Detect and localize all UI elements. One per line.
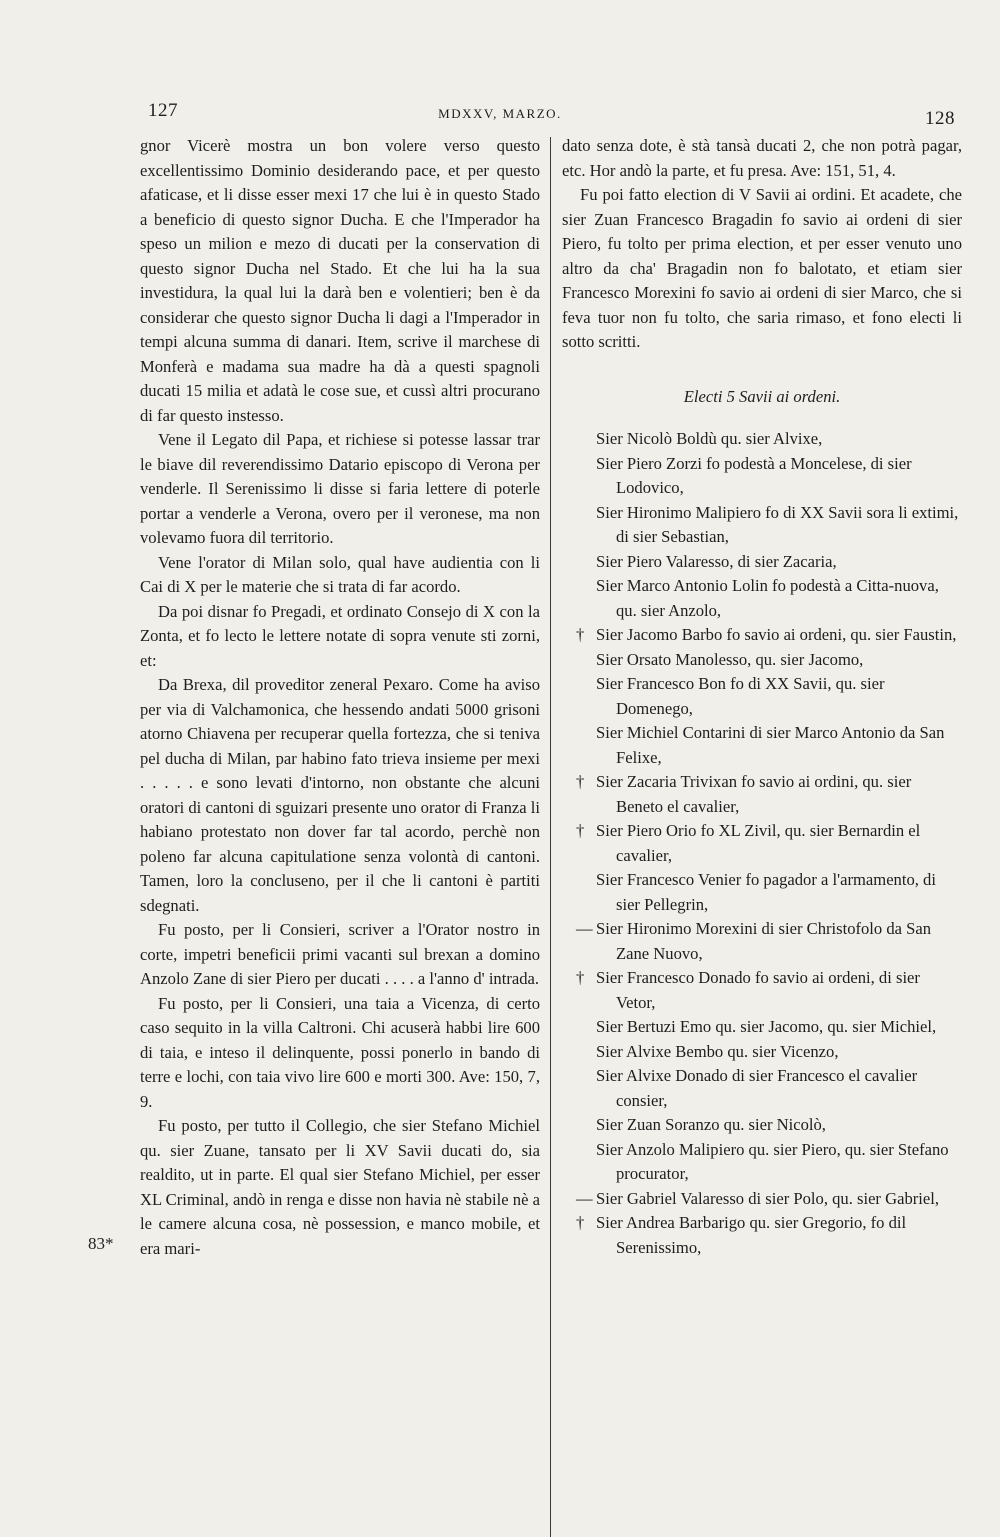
margin-note: 83* (88, 1234, 114, 1253)
entry-text: Sier Andrea Barbarigo qu. sier Gregorio, fo dil Serenissimo, (596, 1213, 907, 1257)
electi-entry (562, 819, 962, 868)
left-column (140, 134, 540, 1261)
entry-mark: — (576, 919, 593, 938)
paragraph: Vene l'orator di Milan solo, qual have audientia con li Cai di X per le materie che si trata di far acordo. (140, 552, 540, 596)
running-title: MDXXV, MARZO. (438, 106, 562, 121)
electi-entry (562, 1138, 962, 1187)
electi-entry (562, 648, 962, 673)
column-divider (550, 137, 551, 1537)
paragraph: dato senza dote, è stà tansà ducati 2, che non potrà pagar, etc. Hor andò la parte, et fu presa. Ave: 151, 51, 4. (562, 136, 962, 180)
entry-text: Sier Zacaria Trivixan fo savio ai ordini, qu. sier Beneto el cavalier, (596, 772, 912, 816)
entry-text: Sier Hironimo Malipiero fo di XX Savii sora li extimi, di sier Sebastian, (596, 502, 959, 546)
electi-entry (562, 966, 962, 1015)
electi-entry (562, 452, 962, 501)
paragraph: Da Brexa, dil proveditor zeneral Pexaro. Come ha aviso per via di Valchamonica, che hessendo andati 5000 grisoni atorno Chiavena per recuperar quella fortezza, che si teniva pel ducha di Milan, par habino fato trieva insieme per mexi . . . . . e sono levati d'intorno, non obstante che alcuni oratori di cantoni di sguizari presente uno orator di Franza li habiano protestato non dover far tal acordo, perchè non poleno far alcuna capitulatione senza volontà di cantoni. Tamen, loro la concluseno, per il che li cantoni è partiti sdegnati. (140, 675, 540, 915)
electi-entry (562, 1187, 962, 1212)
entry-text: Sier Alvixe Donado di sier Francesco el cavalier consier, (596, 1066, 918, 1110)
entry-text: Sier Piero Orio fo XL Zivil, qu. sier Bernardin el cavalier, (596, 821, 921, 865)
entry-mark: † (576, 772, 585, 791)
paragraph: Fu posto, per li Consieri, scriver a l'Orator nostro in corte, impetri beneficii primi vacanti sul brexan a domino Anzolo Zane di sier Piero per ducati . . . . a l'anno d' intrada. (140, 920, 540, 988)
entry-text: Sier Jacomo Barbo fo savio ai ordeni, qu. sier Faustin, (596, 625, 957, 644)
entry-text: Sier Francesco Donado fo savio ai ordeni, di sier Vetor, (596, 968, 920, 1012)
entry-mark: † (576, 968, 585, 987)
entry-text: Sier Piero Valaresso, di sier Zacaria, (596, 551, 837, 571)
electi-entry (562, 1113, 962, 1138)
electi-entry (562, 427, 962, 452)
electi-entry (562, 623, 962, 648)
entry-text: Sier Michiel Contarini di sier Marco Antonio da San Felixe, (596, 723, 945, 767)
entry-text: Sier Zuan Soranzo qu. sier Nicolò, (596, 1115, 826, 1134)
entry-text: Sier Marco Antonio Lolin fo podestà a Citta-nuova, qu. sier Anzolo, (596, 576, 939, 620)
section-title: Electi 5 Savii ai ordeni. (683, 386, 841, 406)
electi-entry (562, 672, 962, 721)
entry-text: Sier Gabriel Valaresso di sier Polo, qu. sier Gabriel, (596, 1188, 940, 1208)
entry-mark: — (576, 1188, 593, 1208)
entry-text: Sier Alvixe Bembo qu. sier Vicenzo, (596, 1041, 839, 1061)
left-page-number: 127 (148, 100, 178, 121)
entry-text: Sier Hironimo Morexini di sier Christofolo da San Zane Nuovo, (596, 919, 932, 963)
entry-text: Sier Francesco Venier fo pagador a l'armamento, di sier Pellegrin, (596, 870, 936, 914)
electi-list (562, 427, 962, 1260)
electi-entry (562, 1040, 962, 1065)
entry-text: Sier Piero Zorzi fo podestà a Moncelese, di sier Lodovico, (596, 453, 912, 497)
right-page-number: 128 (925, 108, 955, 129)
paragraph: Da poi disnar fo Pregadi, et ordinato Consejo di X con la Zonta, et fo lecto le lettere notate di sopra venute sti zorni, et: (140, 601, 540, 670)
entry-mark: † (576, 1213, 585, 1232)
electi-entry (562, 574, 962, 623)
entry-mark: † (576, 821, 585, 840)
paragraph: Vene il Legato dil Papa, et richiese si potesse lassar trar le biave dil reverendissimo Datario episcopo di Verona per venderle. Il Serenissimo li disse si faria lettere di poterle portar a venderle a Verona, overo per il veronese, ma non volevamo fuora dil territorio. (140, 430, 540, 547)
electi-entry (562, 1211, 962, 1260)
electi-entry (562, 868, 962, 917)
right-column (562, 134, 962, 1260)
entry-text: Sier Bertuzi Emo qu. sier Jacomo, qu. sier Michiel, (596, 1017, 937, 1036)
entry-mark: † (576, 625, 585, 644)
entry-text: Sier Nicolò Boldù qu. sier Alvixe, (596, 429, 823, 448)
entry-text: Sier Francesco Bon fo di XX Savii, qu. sier Domenego, (596, 674, 885, 718)
electi-entry (562, 1015, 962, 1040)
electi-entry (562, 501, 962, 550)
electi-entry (562, 550, 962, 575)
paragraph: Fu poi fatto election di V Savii ai ordini. Et acadete, che sier Zuan Francesco Bragadin fo savio ai ordeni di sier Piero, fu tolto per prima election, et per esser venuto uno altro da cha' Bragadin non fo balotato, et etiam sier Francesco Morexini fo savio ai ordeni di sier Marco, che si feva tuor non fu tolto, che saria rimaso, et fono electi li sotto scritti. (562, 185, 962, 351)
electi-entry (562, 917, 962, 966)
entry-text: Sier Orsato Manolesso, qu. sier Jacomo, (596, 649, 864, 669)
electi-entry (562, 721, 962, 770)
electi-entry (562, 1064, 962, 1113)
paragraph: Fu posto, per tutto il Collegio, che sier Stefano Michiel qu. sier Zuane, tansato per li XV Savii ducati do, sia realdito, ut in parte. El qual sier Stefano Michiel, per esser XL Criminal, andò in renga e disse non havia nè stabile nè a le camere alcuna cosa, nè possession, e manco mobile, et era mari- (140, 1116, 540, 1258)
electi-entry (562, 770, 962, 819)
paragraph: Fu posto, per li Consieri, una taia a Vicenza, di certo caso sequito in la villa Caltroni. Chi acuserà habbi lire 600 di taia, e inteso il delinquente, possi ponerlo in bando di terre e lochi, con taia vivo lire 600 e morti 300. Ave: 150, 7, 9. (140, 993, 540, 1111)
entry-text: Sier Anzolo Malipiero qu. sier Piero, qu. sier Stefano procurator, (596, 1139, 949, 1183)
paragraph: gnor Vicerè mostra un bon volere verso questo excellentissimo Dominio desiderando pace, et per questo afaticase, et li disse esser mexi 17 che lui è in questo Stado a beneficio di questo signor Ducha. E che l'Imperador ha speso un milion e mezo di ducati per la conservation di questo signor Ducha nel Stado. Et che lui ha la sua investidura, la qual lui la darà ben e volentieri; ben è da considerar che questo signor Ducha li dagi a l'Imperador in tempi alcuna summa di danari. Item, scrive il marchese di Monferà e madama sua madre ha dà a questi spagnoli ducati 15 milia et adatà le cose sue, et cussì altri procurano di far questo instesso. (140, 136, 540, 425)
